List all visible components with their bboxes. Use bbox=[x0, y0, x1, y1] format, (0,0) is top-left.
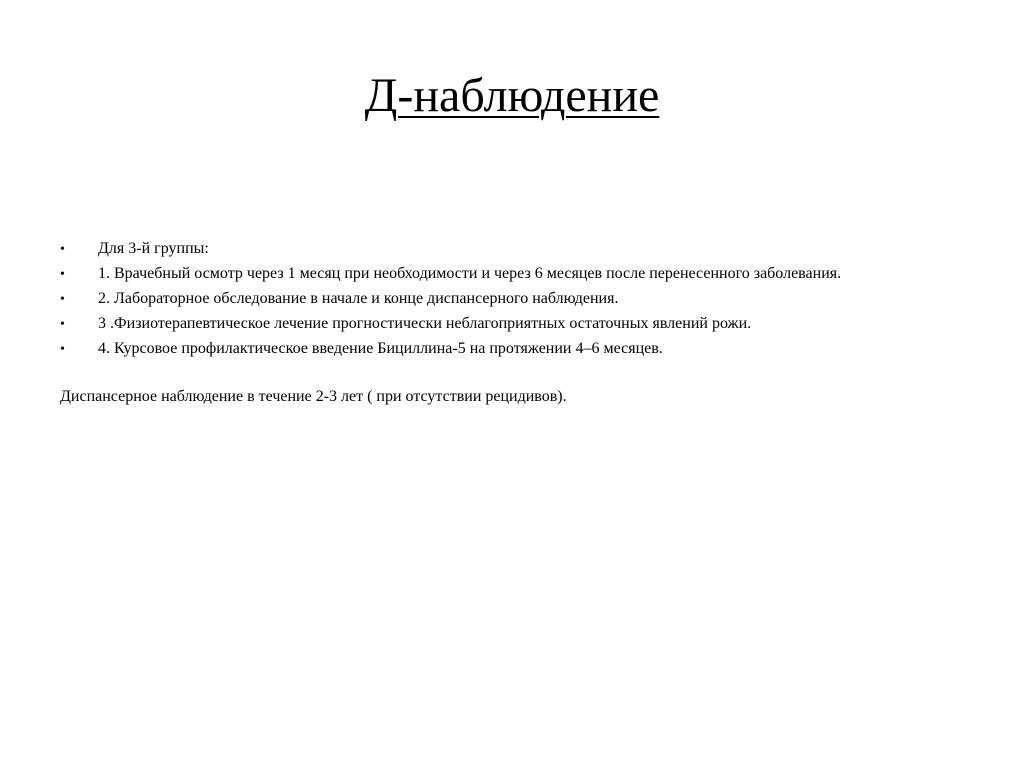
bullet-icon: • bbox=[60, 242, 65, 257]
bullet-list bbox=[60, 236, 841, 361]
bullet-text: 1. Врачебный осмотр через 1 месяц при необходимости и через 6 месяцев после перенесенного заболевания. bbox=[98, 265, 842, 282]
bullet-icon: • bbox=[60, 292, 65, 307]
bullet-text: 3 .Физиотерапевтическое лечение прогностически неблагоприятных остаточных явлений рожи. bbox=[98, 315, 752, 332]
bullet-text: Для 3-й группы: bbox=[98, 240, 209, 257]
bullet-icon: • bbox=[60, 317, 65, 332]
bullet-text: 2. Лабораторное обследование в начале и конце диспансерного наблюдения. bbox=[98, 290, 619, 307]
bullet-item bbox=[60, 311, 841, 336]
slide-title-text: Д-наблюдение bbox=[364, 69, 660, 122]
bullet-item bbox=[60, 236, 841, 261]
bullet-item bbox=[60, 261, 841, 286]
bullet-icon: • bbox=[60, 342, 65, 357]
slide-title bbox=[0, 66, 1024, 126]
dispensary-note: Диспансерное наблюдение в течение 2-3 лет ( при отсутствии рецидивов). bbox=[60, 388, 567, 405]
bullet-text: 4. Курсовое профилактическое введение Бициллина-5 на протяжении 4–6 месяцев. bbox=[98, 340, 663, 357]
bullet-item bbox=[60, 286, 841, 311]
bullet-icon: • bbox=[60, 267, 65, 282]
bullet-item bbox=[60, 336, 841, 361]
